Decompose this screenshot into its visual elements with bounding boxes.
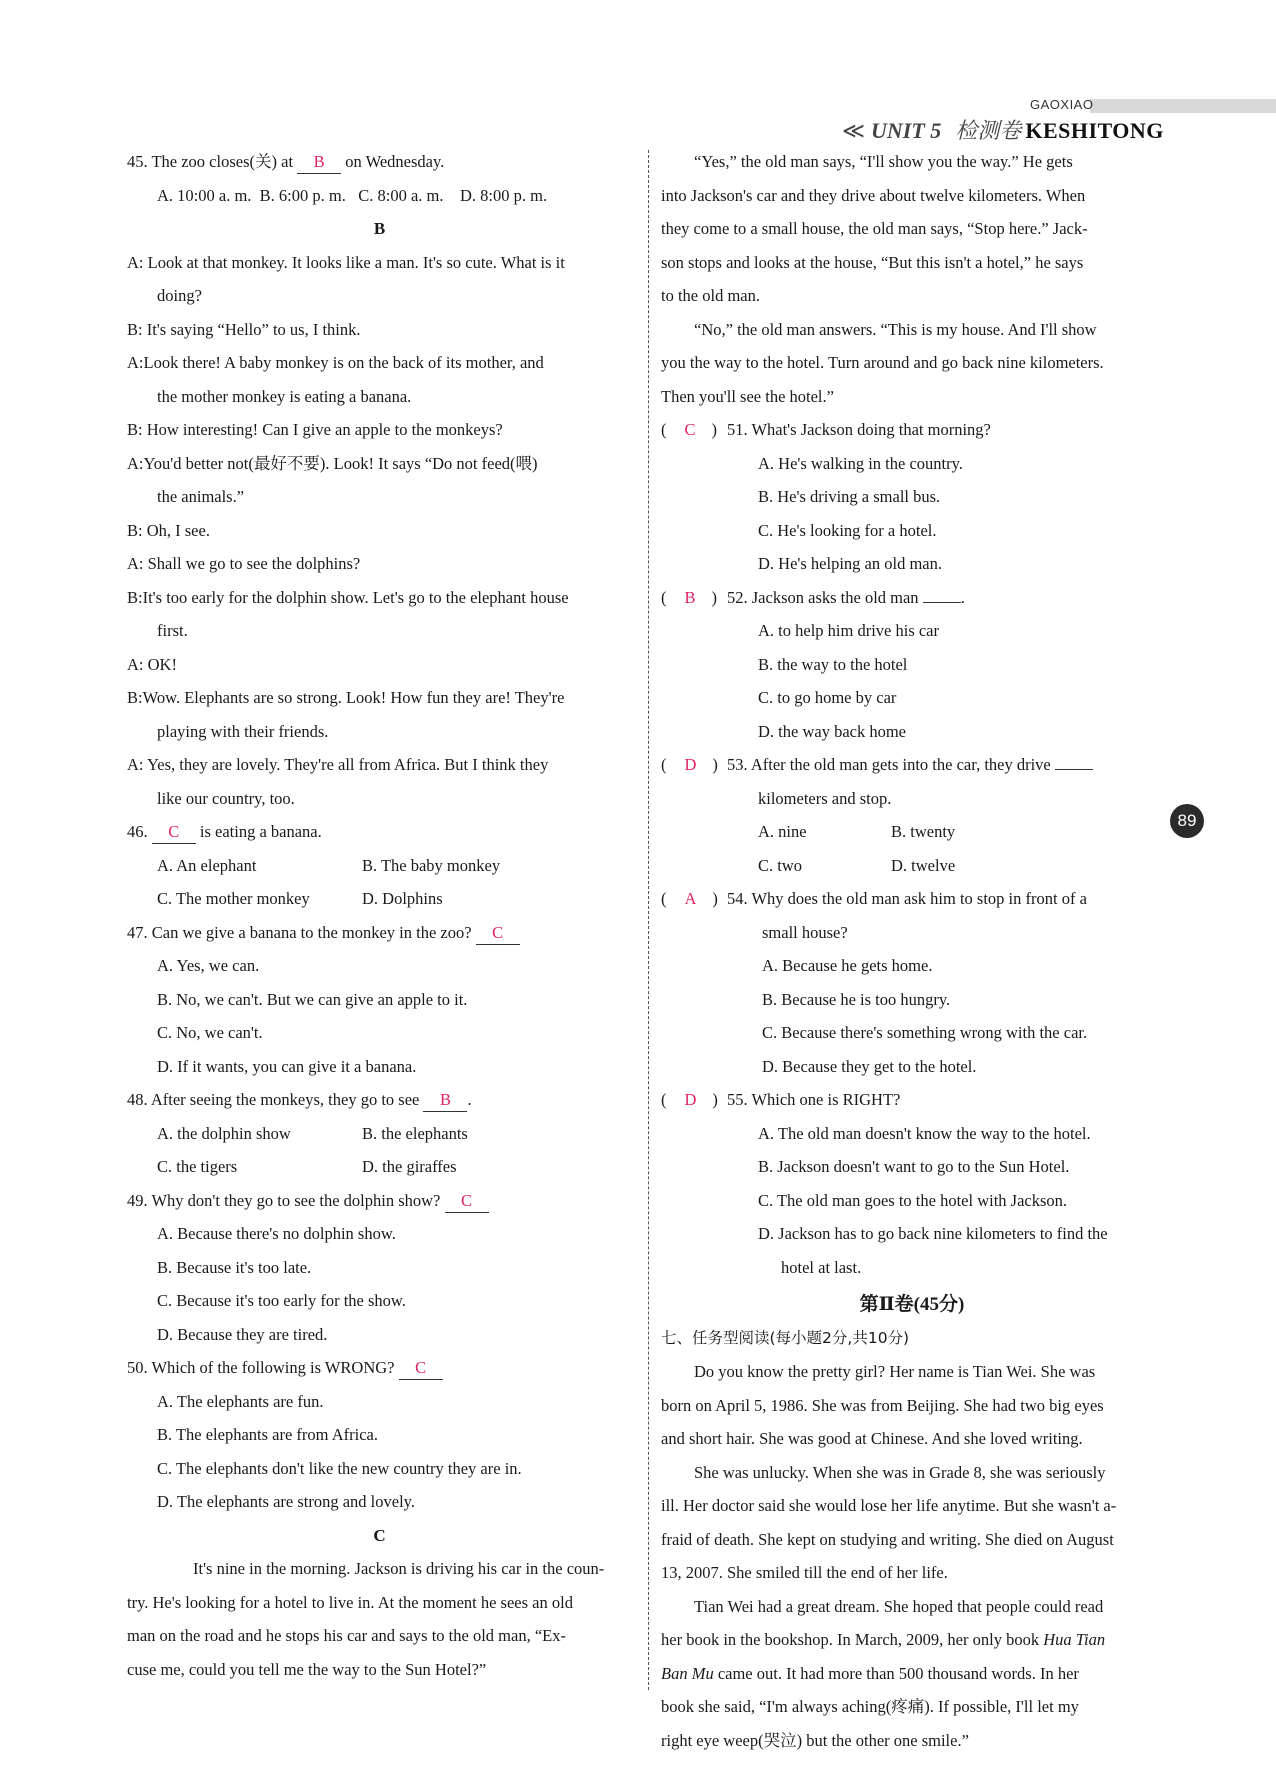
section-c-heading: C [373, 1525, 386, 1545]
dialogue-line: A:You'd better not(最好不要). Look! It says “Do not feed(喂) the animals.” [127, 453, 538, 506]
answer-52: B [684, 587, 696, 607]
answer-46: C [152, 821, 196, 844]
reading-passage [661, 1355, 1163, 1757]
answer-47: C [476, 922, 520, 945]
header-unit: UNIT 5 [871, 118, 942, 143]
question-53: ( D ) 53. After the old man gets into the car, they drive kilometers and stop. A. nine B. twenty C. two D. twelve [661, 748, 1163, 882]
passage-c-part3: “No,” the old man answers. “This is my house. And I'll show you the way to the hotel. Turn around and go back nine kilometers. Then you'll see the hotel.” [661, 319, 1104, 406]
section-b-heading: B [373, 219, 386, 238]
page-number: 89 [1170, 804, 1204, 838]
dialogue-line: B: Oh, I see. [127, 520, 210, 540]
dialogue-line: A:Look there! A baby monkey is on the back of its mother, and the mother monkey is eating a banana. [127, 353, 544, 406]
reading-paragraph: She was unlucky. When she was in Grade 8, she was seriously ill. Her doctor said she would lose her life anytime. But she wasn't a- fraid of death. She kept on studying and writing. She died on August 13, 2007. She smiled till the end of her life. [661, 1462, 1117, 1582]
header-title [842, 114, 1164, 145]
page-header [0, 0, 1276, 143]
answer-54: A [684, 889, 697, 908]
answer-45: B [297, 151, 341, 174]
right-column [661, 145, 1163, 1757]
dialogue [127, 246, 632, 816]
question-54: ( A ) 54. Why does the old man ask him to stop in front of a small house? A. Because he gets home. B. Because he is too hungry. C. Because there's something wrong with the car. D. Because they get to the hotel. [661, 889, 1088, 1076]
answer-blank [923, 602, 961, 603]
chevron-left-icon: ≪ [842, 118, 866, 143]
header-brand-small: GAOXIAO [1030, 97, 1094, 112]
dialogue-line: B:It's too early for the dolphin show. Let's go to the elephant house first. [127, 587, 569, 640]
answer-50: C [399, 1357, 443, 1380]
task-reading-title: 七、任务型阅读(每小题2分,共10分) [661, 1328, 910, 1347]
header-test-label: 检测卷 [955, 118, 1022, 143]
left-column [127, 145, 632, 1686]
question-47: 47. Can we give a banana to the monkey in the zoo? C A. Yes, we can. B. No, we can't. But we can give an apple to it. C. No, we can't. D. If it wants, you can give it a banana. [127, 916, 632, 1084]
question-48: 48. After seeing the monkeys, they go to see B . A. the dolphin show B. the elephants C. the tigers D. the giraffes [127, 1090, 472, 1176]
passage-c-intro: It's nine in the morning. Jackson is driving his car in the coun- try. He's looking for a hotel to live in. At the moment he sees an old man on the road and he stops his car and says to the old man, “Ex- cuse me, could you tell me the way to the Sun Hotel?” [127, 1559, 605, 1679]
question-46: 46. C is eating a banana. A. An elephant B. The baby monkey C. The mother monkey D. Dolphins [127, 822, 501, 908]
answer-53: D [684, 755, 697, 774]
options-45: A. 10:00 a. m. B. 6:00 p. m. C. 8:00 a. m. D. 8:00 p. m. [157, 185, 548, 205]
dialogue-line: B:Wow. Elephants are so strong. Look! How fun they are! They're playing with their friends. [127, 688, 565, 741]
book-title: Ban Mu [661, 1663, 714, 1683]
dialogue-line: B: It's saying “Hello” to us, I think. [127, 319, 361, 339]
answer-49: C [445, 1190, 489, 1213]
reading-paragraph: Tian Wei had a great dream. She hoped that people could read her book in the bookshop. In March, 2009, her only book Hua Tian Ban Mu came out. It had more than 500 thousand words. In her book she said, “I'm always aching(疼痛). If possible, I'll let my right eye weep(哭泣) but the other one smile.” [661, 1596, 1106, 1750]
answer-51: C [684, 420, 696, 439]
part-two-title: 第Ⅱ卷(45分) [859, 1294, 965, 1315]
dialogue-line: B: How interesting! Can I give an apple to the monkeys? [127, 420, 503, 439]
dialogue-line: A: Look at that monkey. It looks like a man. It's so cute. What is it doing? [127, 252, 565, 305]
dialogue-line: A: OK! [127, 654, 177, 674]
header-bar [1090, 99, 1276, 113]
answer-48: B [423, 1089, 467, 1112]
answer-55: D [684, 1090, 697, 1109]
dialogue-line: A: Shall we go to see the dolphins? [127, 554, 361, 573]
answer-blank [1055, 769, 1093, 770]
header-brand: KESHITONG [1025, 118, 1164, 143]
passage-c-part2: “Yes,” the old man says, “I'll show you the way.” He gets into Jackson's car and they drive about twelve kilometers. When they come to a small house, the old man says, “Stop here.” Jack- son stops and looks at the house, “But this isn't a hotel,” he says to the old man. [661, 152, 1088, 305]
reading-paragraph: Do you know the pretty girl? Her name is Tian Wei. She was born on April 5, 1986. She was from Beijing. She had two big eyes and short hair. She was good at Chinese. And she loved writing. [661, 1362, 1104, 1448]
dialogue-line: A: Yes, they are lovely. They're all from Africa. But I think they like our country, too. [127, 755, 549, 808]
question-55: ( D ) 55. Which one is RIGHT? A. The old man doesn't know the way to the hotel. B. Jackson doesn't want to go to the Sun Hotel. C. The old man goes to the hotel with Jackson. D. Jackson has to go back nine kilometers to find the hotel at last. [661, 1090, 1108, 1277]
question-52: ( B ) 52. Jackson asks the old man . A. to help him drive his car B. the way to the hotel C. to go home by car D. the way back home [661, 587, 965, 741]
book-title: Hua Tian [1043, 1630, 1106, 1649]
column-divider [648, 150, 649, 1690]
question-50: 50. Which of the following is WRONG? C A. The elephants are fun. B. The elephants are from Africa. C. The elephants don't like the new country they are in. D. The elephants are strong and lovely. [127, 1358, 522, 1511]
question-51: ( C ) 51. What's Jackson doing that morning? A. He's walking in the country. B. He's driving a small bus. C. He's looking for a hotel. D. He's helping an old man. [661, 420, 991, 573]
question-49: 49. Why don't they go to see the dolphin show? C A. Because there's no dolphin show. B. Because it's too late. C. Because it's too early for the show. D. Because they are tired. [127, 1184, 632, 1352]
question-45: 45. The zoo closes(关) at B on Wednesday. A. 10:00 a. m. B. 6:00 p. m. C. 8:00 a. m. D. 8:00 p. m. [127, 145, 632, 212]
